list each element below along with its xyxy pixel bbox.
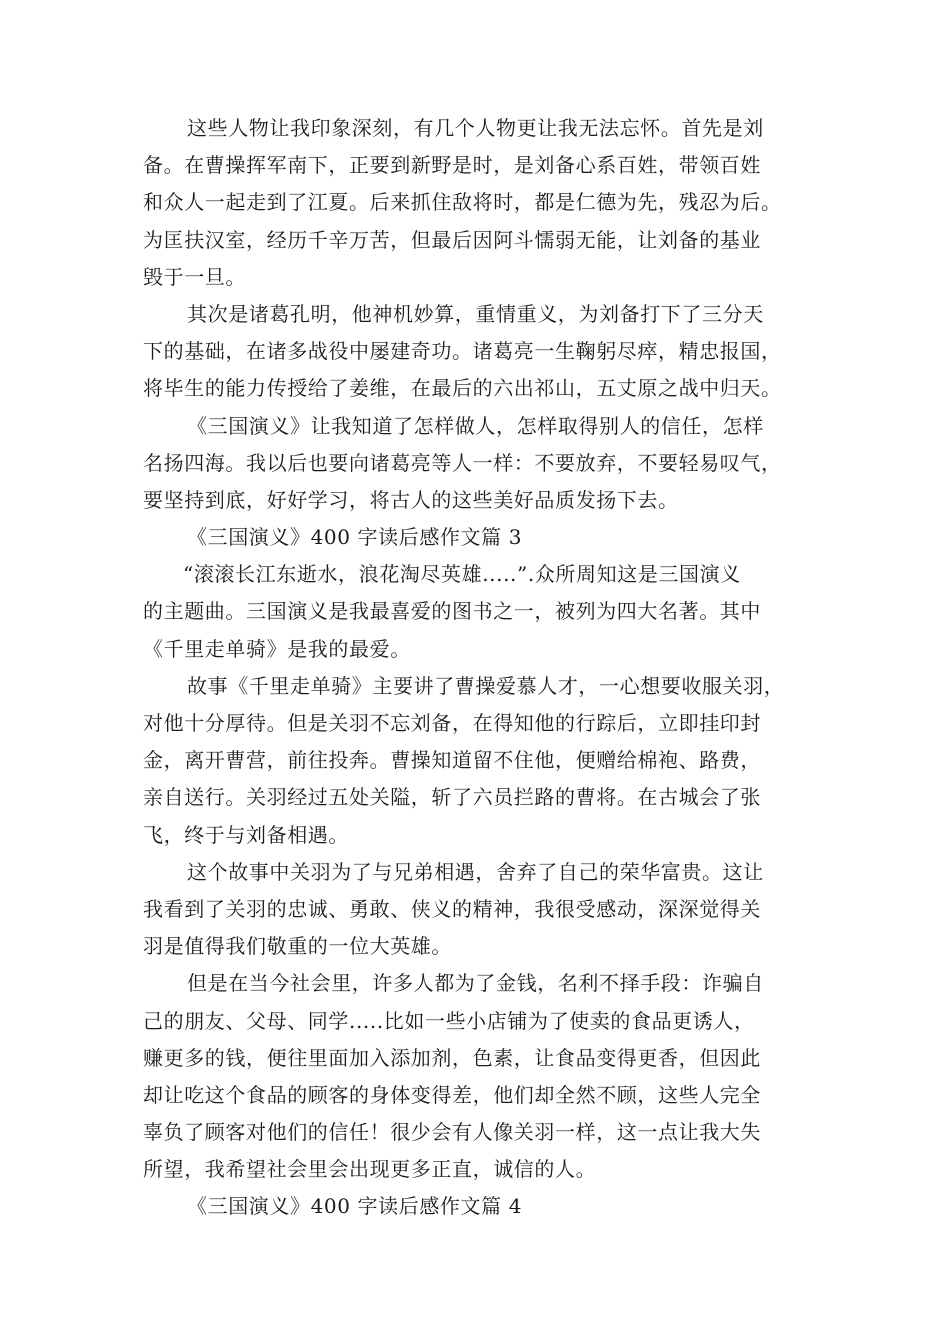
text-line: 其次是诸葛孔明，他神机妙算，重情重义，为刘备打下了三分天 xyxy=(187,301,764,326)
text-line: 下的基础，在诸多战役中屡建奇功。诸葛亮一生鞠躬尽瘁，精忠报国， xyxy=(143,339,782,364)
text-line: 《千里走单骑》是我的最爱。 xyxy=(143,636,411,661)
text-line: “滚滚长江东逝水，浪花淘尽英雄.....”.众所周知这是三国演义 xyxy=(183,562,741,587)
text-line: 的主题曲。三国演义是我最喜爱的图书之一，被列为四大名著。其中 xyxy=(143,599,761,624)
text-line: 飞，终于与刘备相遇。 xyxy=(143,822,349,847)
text-line: 将毕生的能力传授给了姜维，在最后的六出祁山，五丈原之战中归天。 xyxy=(143,376,782,401)
text-line: 辜负了顾客对他们的信任！很少会有人像关羽一样，这一点让我大失 xyxy=(143,1120,761,1145)
text-line: 要坚持到底，好好学习，将古人的这些美好品质发扬下去。 xyxy=(143,487,679,512)
text-line: 但是在当今社会里，许多人都为了金钱，名利不择手段：诈骗自 xyxy=(187,971,764,996)
text-line: 和众人一起走到了江夏。后来抓住敌将时，都是仁德为先，残忍为后。 xyxy=(143,190,782,215)
text-line: 《三国演义》让我知道了怎样做人，怎样取得别人的信任，怎样 xyxy=(187,413,764,438)
text-line: 名扬四海。我以后也要向诸葛亮等人一样：不要放弃，不要轻易叹气， xyxy=(143,450,782,475)
text-line: 我看到了关羽的忠诚、勇敢、侠义的精神，我很受感动，深深觉得关 xyxy=(143,896,761,921)
text-line: 金，离开曹营，前往投奔。曹操知道留不住他，便赠给棉袍、路费， xyxy=(143,748,761,773)
text-line: 备。在曹操挥军南下，正要到新野是时，是刘备心系百姓，带领百姓 xyxy=(143,153,761,178)
text-line: 这些人物让我印象深刻，有几个人物更让我无法忘怀。首先是刘 xyxy=(187,116,764,140)
document-body xyxy=(143,110,823,1226)
text-line: 赚更多的钱，便往里面加入添加剂，色素，让食品变得更香，但因此 xyxy=(143,1045,761,1070)
text-line: 却让吃这个食品的顾客的身体变得差，他们却全然不顾，这些人完全 xyxy=(143,1082,761,1107)
section-heading: 《三国演义》400 字读后感作文篇 3 xyxy=(187,525,523,550)
text-line: 这个故事中关羽为了与兄弟相遇，舍弃了自己的荣华富贵。这让 xyxy=(187,859,764,884)
text-line: 羽是值得我们敬重的一位大英雄。 xyxy=(143,934,452,959)
text-line: 所望，我希望社会里会出现更多正直，诚信的人。 xyxy=(143,1157,597,1182)
text-line: 己的朋友、父母、同学.....比如一些小店铺为了使卖的食品更诱人， xyxy=(143,1008,755,1033)
text-line: 故事《千里走单骑》主要讲了曹操爱慕人才，一心想要收服关羽， xyxy=(187,673,785,698)
text-line: 毁于一旦。 xyxy=(143,264,246,289)
text-line: 亲自送行。关羽经过五处关隘，斩了六员拦路的曹将。在古城会了张 xyxy=(143,785,761,810)
text-line: 对他十分厚待。但是关羽不忘刘备，在得知他的行踪后，立即挂印封 xyxy=(143,711,761,735)
section-heading: 《三国演义》400 字读后感作文篇 4 xyxy=(187,1194,523,1219)
text-line: 为匡扶汉室，经历千辛万苦，但最后因阿斗懦弱无能，让刘备的基业 xyxy=(143,227,761,252)
